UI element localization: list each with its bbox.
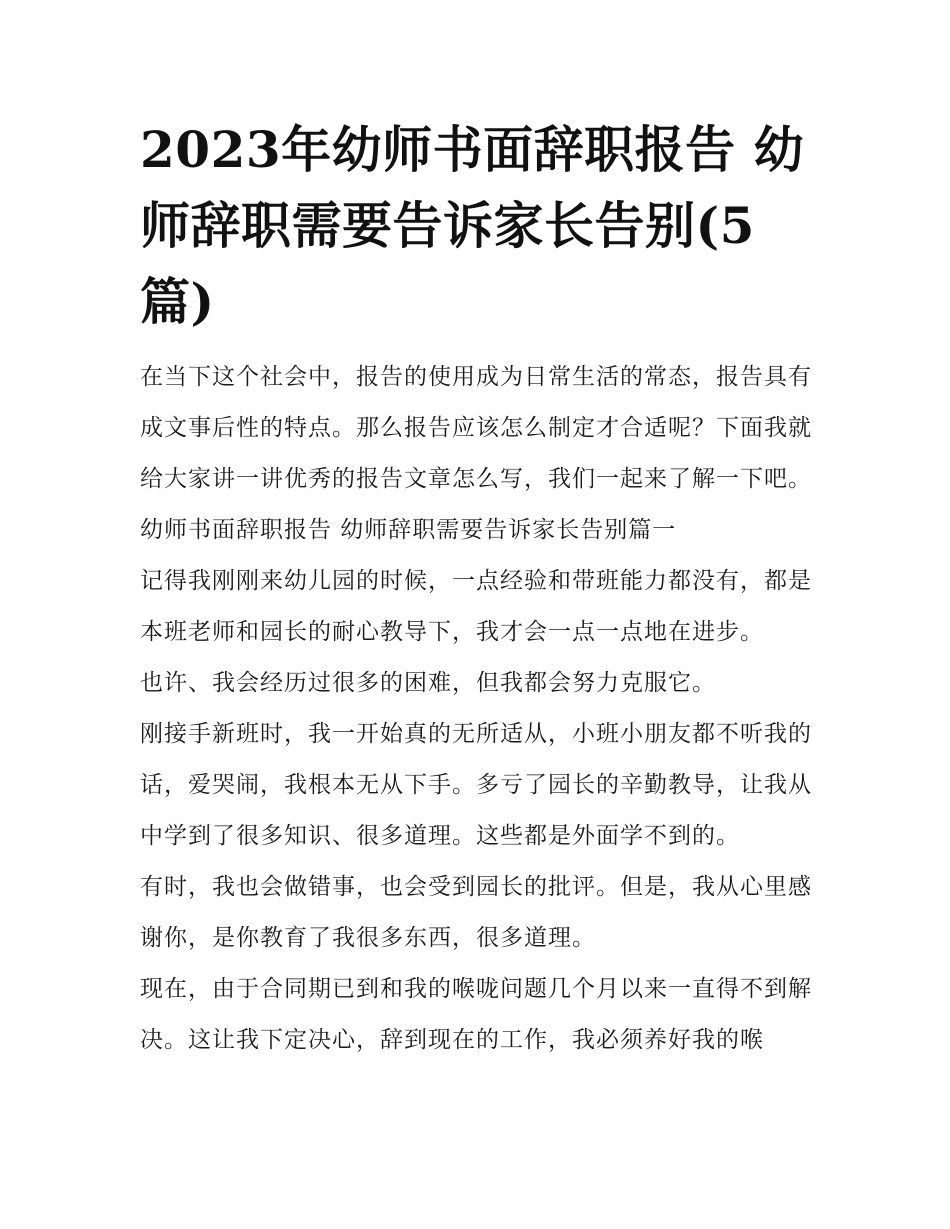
document-body	[140, 352, 812, 1066]
paragraph: 现在，由于合同期已到和我的喉咙问题几个月以来一直得不到解决。这让我下定决心，辞到现在的工作，我必须养好我的喉	[140, 976, 812, 1053]
paragraph: 刚接手新班时，我一开始真的无所适从，小班小朋友都不听我的话，爱哭闹，我根本无从下手。多亏了园长的辛勤教导，让我从中学到了很多知识、很多道理。这些都是外面学不到的。	[140, 721, 812, 849]
paragraph: 也许、我会经历过很多的困难，但我都会努力克服它。	[140, 670, 716, 696]
paragraph: 记得我刚刚来幼儿园的时候，一点经验和带班能力都没有，都是本班老师和园长的耐心教导下，我才会一点一点地在进步。	[140, 568, 812, 645]
document-title: 2023年幼师书面辞职报告 幼师辞职需要告诉家长告别(5篇)	[140, 120, 805, 331]
paragraph: 有时，我也会做错事，也会受到园长的批评。但是，我从心里感谢你，是你教育了我很多东西，很多道理。	[140, 874, 812, 951]
section-heading: 幼师书面辞职报告 幼师辞职需要告诉家长告别篇一	[140, 517, 677, 543]
paragraph-intro: 在当下这个社会中，报告的使用成为日常生活的常态，报告具有成文事后性的特点。那么报告应该怎么制定才合适呢？下面我就给大家讲一讲优秀的报告文章怎么写，我们一起来了解一下吧。	[140, 364, 812, 492]
